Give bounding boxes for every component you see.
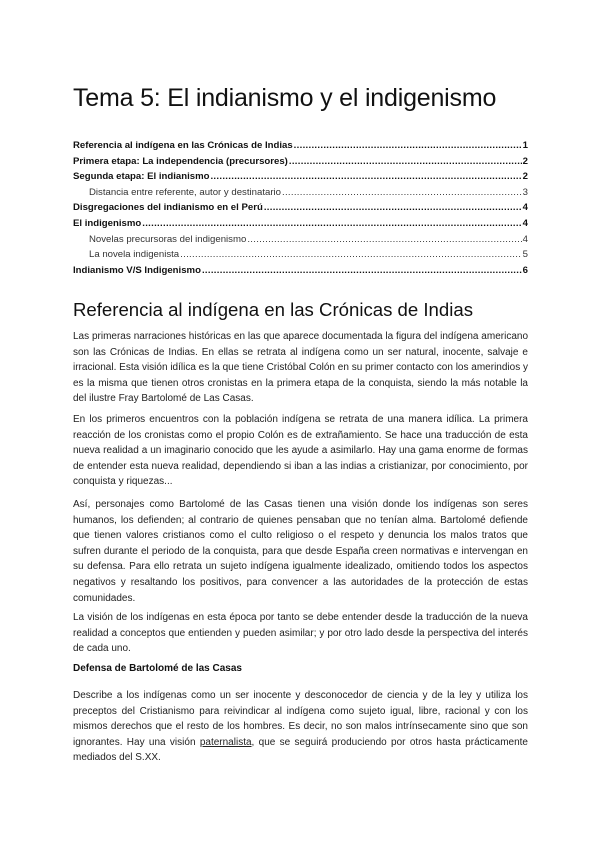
section-heading: Referencia al indígena en las Crónicas de Indias	[73, 299, 474, 320]
paragraph-text: , que se seguirá produciendo por otros hasta prácticamente mediados del S.XX.	[73, 736, 528, 764]
toc-item-page: 4	[522, 233, 528, 245]
toc-item-page: 2	[522, 171, 528, 183]
document-title: Tema 5: El indianismo y el indigenismo	[73, 84, 497, 112]
toc-item[interactable]	[73, 232, 528, 248]
toc-item[interactable]	[73, 154, 528, 170]
toc-item-page: 3	[522, 186, 528, 198]
body-paragraph	[73, 688, 528, 766]
toc-item-page: 4	[522, 202, 528, 214]
toc-leader-dots	[264, 200, 522, 216]
toc-leader-dots	[247, 232, 521, 248]
toc-leader-dots	[180, 247, 522, 263]
toc-item-label: Segunda etapa: El indianismo	[73, 171, 210, 183]
toc-leader-dots	[282, 185, 522, 201]
body-paragraph: La visión de los indígenas en esta época por tanto se debe entender desde la traducción de la nueva realidad a conceptos que entienden y pueden asimilar; y por otro lado desde la perspectiva del interés de cada uno.	[73, 612, 528, 655]
toc-item-label: La novela indigenista	[89, 249, 180, 261]
toc-item-label: Disgregaciones del indianismo en el Perú	[73, 202, 263, 214]
toc-leader-dots	[142, 216, 521, 232]
toc-item[interactable]	[73, 200, 528, 216]
toc-leader-dots	[202, 263, 522, 279]
toc-item-page: 1	[522, 140, 528, 151]
underlined-term: paternalista	[199, 736, 252, 748]
toc-item-label: Indianismo V/S Indigenismo	[73, 264, 201, 276]
toc-item[interactable]	[73, 247, 528, 263]
body-paragraph: Así, personajes como Bartolomé de las Casas tienen una visión donde los indígenas son seres humanos, los defienden; al contrario de quienes pensaban que no tenían alma. Bartolomé defiende que tienen valores cristianos como el culto religioso o el respeto y denuncia los malos tratos que sufren durante el periodo de la conquista, para que desde España creen normativas e intervengan en su defensa. Para ello retrata un sujeto indígena igualmente idealizado, omitiendo todos los aspectos negativos y resaltando los positivos, para convencer a las autoridades de la protección de estas comunidades.	[73, 499, 528, 604]
toc-leader-dots	[294, 138, 522, 154]
paragraph-text: Describe a los indígenas como un ser inocente y desconocedor de ciencia y de la ley y utiliza los preceptos del Cristianismo para reivindicar al indígena como sujeto igual, libre, racional y con los mismos derechos que el resto de los hombres. Es decir, no son malos intrínsecamente sino que son ignorantes. Hay una visión	[73, 690, 528, 748]
table-of-contents	[73, 138, 528, 278]
toc-item[interactable]	[73, 216, 528, 232]
toc-item-label: Primera etapa: La independencia (precursores)	[73, 155, 288, 167]
toc-item[interactable]	[73, 169, 528, 185]
toc-item-label: Distancia entre referente, autor y destinatario	[89, 186, 281, 198]
toc-item-label: El indigenismo	[73, 217, 142, 229]
subsection-heading: Defensa de Bartolomé de las Casas	[73, 663, 242, 674]
toc-item-label: Novelas precursoras del indigenismo	[89, 233, 247, 245]
toc-item-page: 4	[522, 217, 528, 229]
toc-item-page: 5	[522, 249, 528, 261]
toc-leader-dots	[289, 154, 522, 170]
toc-item-label: Referencia al indígena en las Crónicas de Indias	[73, 140, 293, 151]
toc-item[interactable]	[73, 138, 528, 154]
toc-item-page: 2	[522, 155, 528, 167]
toc-item[interactable]	[73, 185, 528, 201]
toc-item[interactable]	[73, 263, 528, 279]
body-paragraph: Las primeras narraciones históricas en las que aparece documentada la figura del indígena americano son las Crónicas de Indias. En ellas se retrata al indígena como un ser natural, inocente, salvaje e irracional. Esta visión idílica es la que tiene Cristóbal Colón en su primer contacto con los amerindios y es la misma que tienen otros cronistas en la primera etapa de la conquista, siendo la más notable la del ilustre Fray Bartolomé de Las Casas.	[73, 331, 528, 405]
body-paragraph: En los primeros encuentros con la población indígena se retrata de una manera idílica. La primera reacción de los cronistas como el propio Colón es de extrañamiento. Se hace una traducción de esta nueva realidad a un imaginario conocido que les ayude a asimilarlo. Hay una gama enorme de formas de entender esta nueva realidad, dependiendo si iban a las indias a cristianizar, por conocimiento, por conquista y riquezas...	[73, 414, 528, 488]
toc-leader-dots	[210, 169, 521, 185]
toc-item-page: 6	[522, 264, 528, 276]
